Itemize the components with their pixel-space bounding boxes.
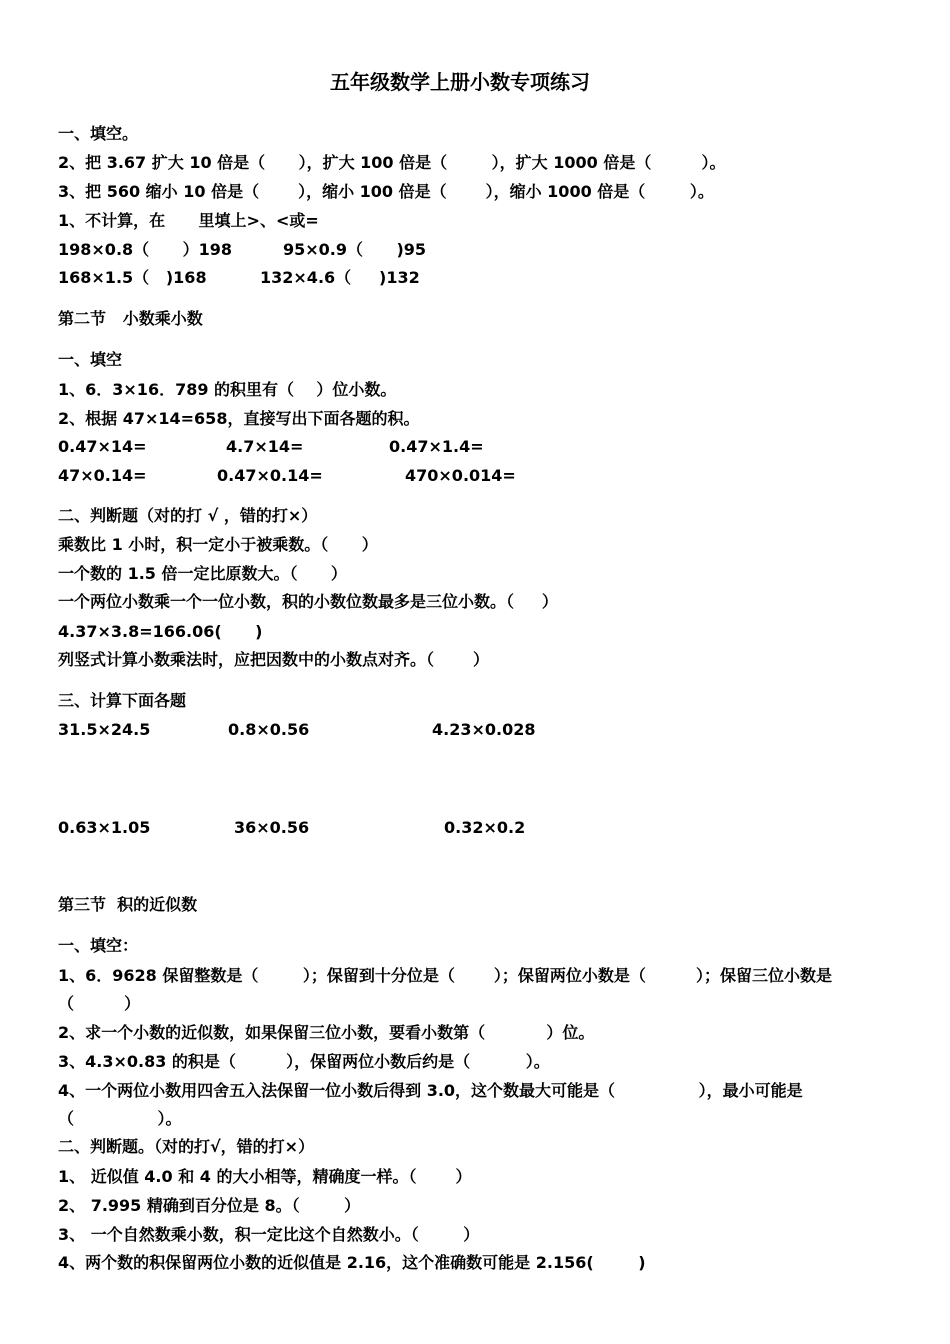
s3-question-line: 3、4.3×0.83 的积是（ ），保留两位小数后约是（ ）。 [58,1052,550,1071]
calculation-item: 0.32×0.2 [444,818,526,837]
judgement-item: 4.37×3.8=166.06( ) [58,622,263,641]
product-item: 0.47×14= [58,437,147,456]
calculation-item: 4.23×0.028 [432,720,536,739]
judgement-item: 一个数的 1.5 倍一定比原数大。（ ） [58,564,347,583]
judgement-item: 3、 一个自然数乘小数，积一定比这个自然数小。（ ） [58,1225,480,1244]
judgement-item: 4、两个数的积保留两位小数的近似值是 2.16，这个准确数可能是 2.156( ) [58,1253,646,1272]
product-item: 47×0.14= [58,466,147,485]
s3-question-line: （ ） [58,994,141,1013]
section2-heading: 二、判断题（对的打 √ ，错的打×） [58,506,318,525]
comparison-item: 132×4.6（ )132 [260,268,420,287]
section1-heading: 一、填空。 [58,124,139,143]
s3-question-line: （ ）。 [58,1109,182,1128]
section2-heading: 三、计算下面各题 [58,691,187,710]
product-item: 4.7×14= [226,437,304,456]
page-title: 五年级数学上册小数专项练习 [330,70,590,94]
judgement-item: 列竖式计算小数乘法时，应把因数中的小数点对齐。（ ） [58,650,489,669]
judgement-item: 一个两位小数乘一个一位小数，积的小数位数最多是三位小数。（ ） [58,592,558,611]
section3-title: 第三节 积的近似数 [58,895,198,914]
judgement-item: 乘数比 1 小时，积一定小于被乘数。（ ） [58,535,378,554]
s2-question-line: 2、根据 47×14=658，直接写出下面各题的积。 [58,409,420,428]
product-item: 0.47×1.4= [389,437,484,456]
calculation-item: 0.8×0.56 [228,720,310,739]
comparison-item: 198×0.8（ ）198 [58,240,232,259]
section3-heading: 一、填空： [58,936,139,955]
s3-question-line: 2、求一个小数的近似数，如果保留三位小数，要看小数第（ ）位。 [58,1023,595,1042]
s3-question-line: 4、一个两位小数用四舍五入法保留一位小数后得到 3.0，这个数最大可能是（ ），最小可能是 [58,1081,803,1100]
calculation-item: 0.63×1.05 [58,818,151,837]
judgement-item: 2、 7.995 精确到百分位是 8。（ ） [58,1196,361,1215]
section3-heading: 二、判断题。（对的打√，错的打×） [58,1137,315,1156]
product-item: 0.47×0.14= [217,466,323,485]
section2-heading: 一、填空 [58,350,123,369]
calculation-item: 36×0.56 [234,818,310,837]
product-item: 470×0.014= [405,466,516,485]
s2-question-line: 1、6．3×16．789 的积里有（ ）位小数。 [58,380,397,399]
section2-title: 第二节 小数乘小数 [58,309,203,328]
comparison-item: 95×0.9（ )95 [283,240,427,259]
s1-question-line: 1、不计算，在 里填上>、<或= [58,211,319,230]
comparison-item: 168×1.5（ )168 [58,268,207,287]
s3-question-line: 1、6．9628 保留整数是（ ）；保留到十分位是（ ）；保留两位小数是（ ）；保留三位小数是 [58,966,833,985]
s1-question-line: 3、把 560 缩小 10 倍是（ ），缩小 100 倍是（ ），缩小 1000 倍是（ ）。 [58,182,714,201]
judgement-item: 1、 近似值 4.0 和 4 的大小相等，精确度一样。（ ） [58,1167,472,1186]
s1-question-line: 2、把 3.67 扩大 10 倍是（ ），扩大 100 倍是（ ），扩大 1000 倍是（ ）。 [58,153,726,172]
calculation-item: 31.5×24.5 [58,720,151,739]
